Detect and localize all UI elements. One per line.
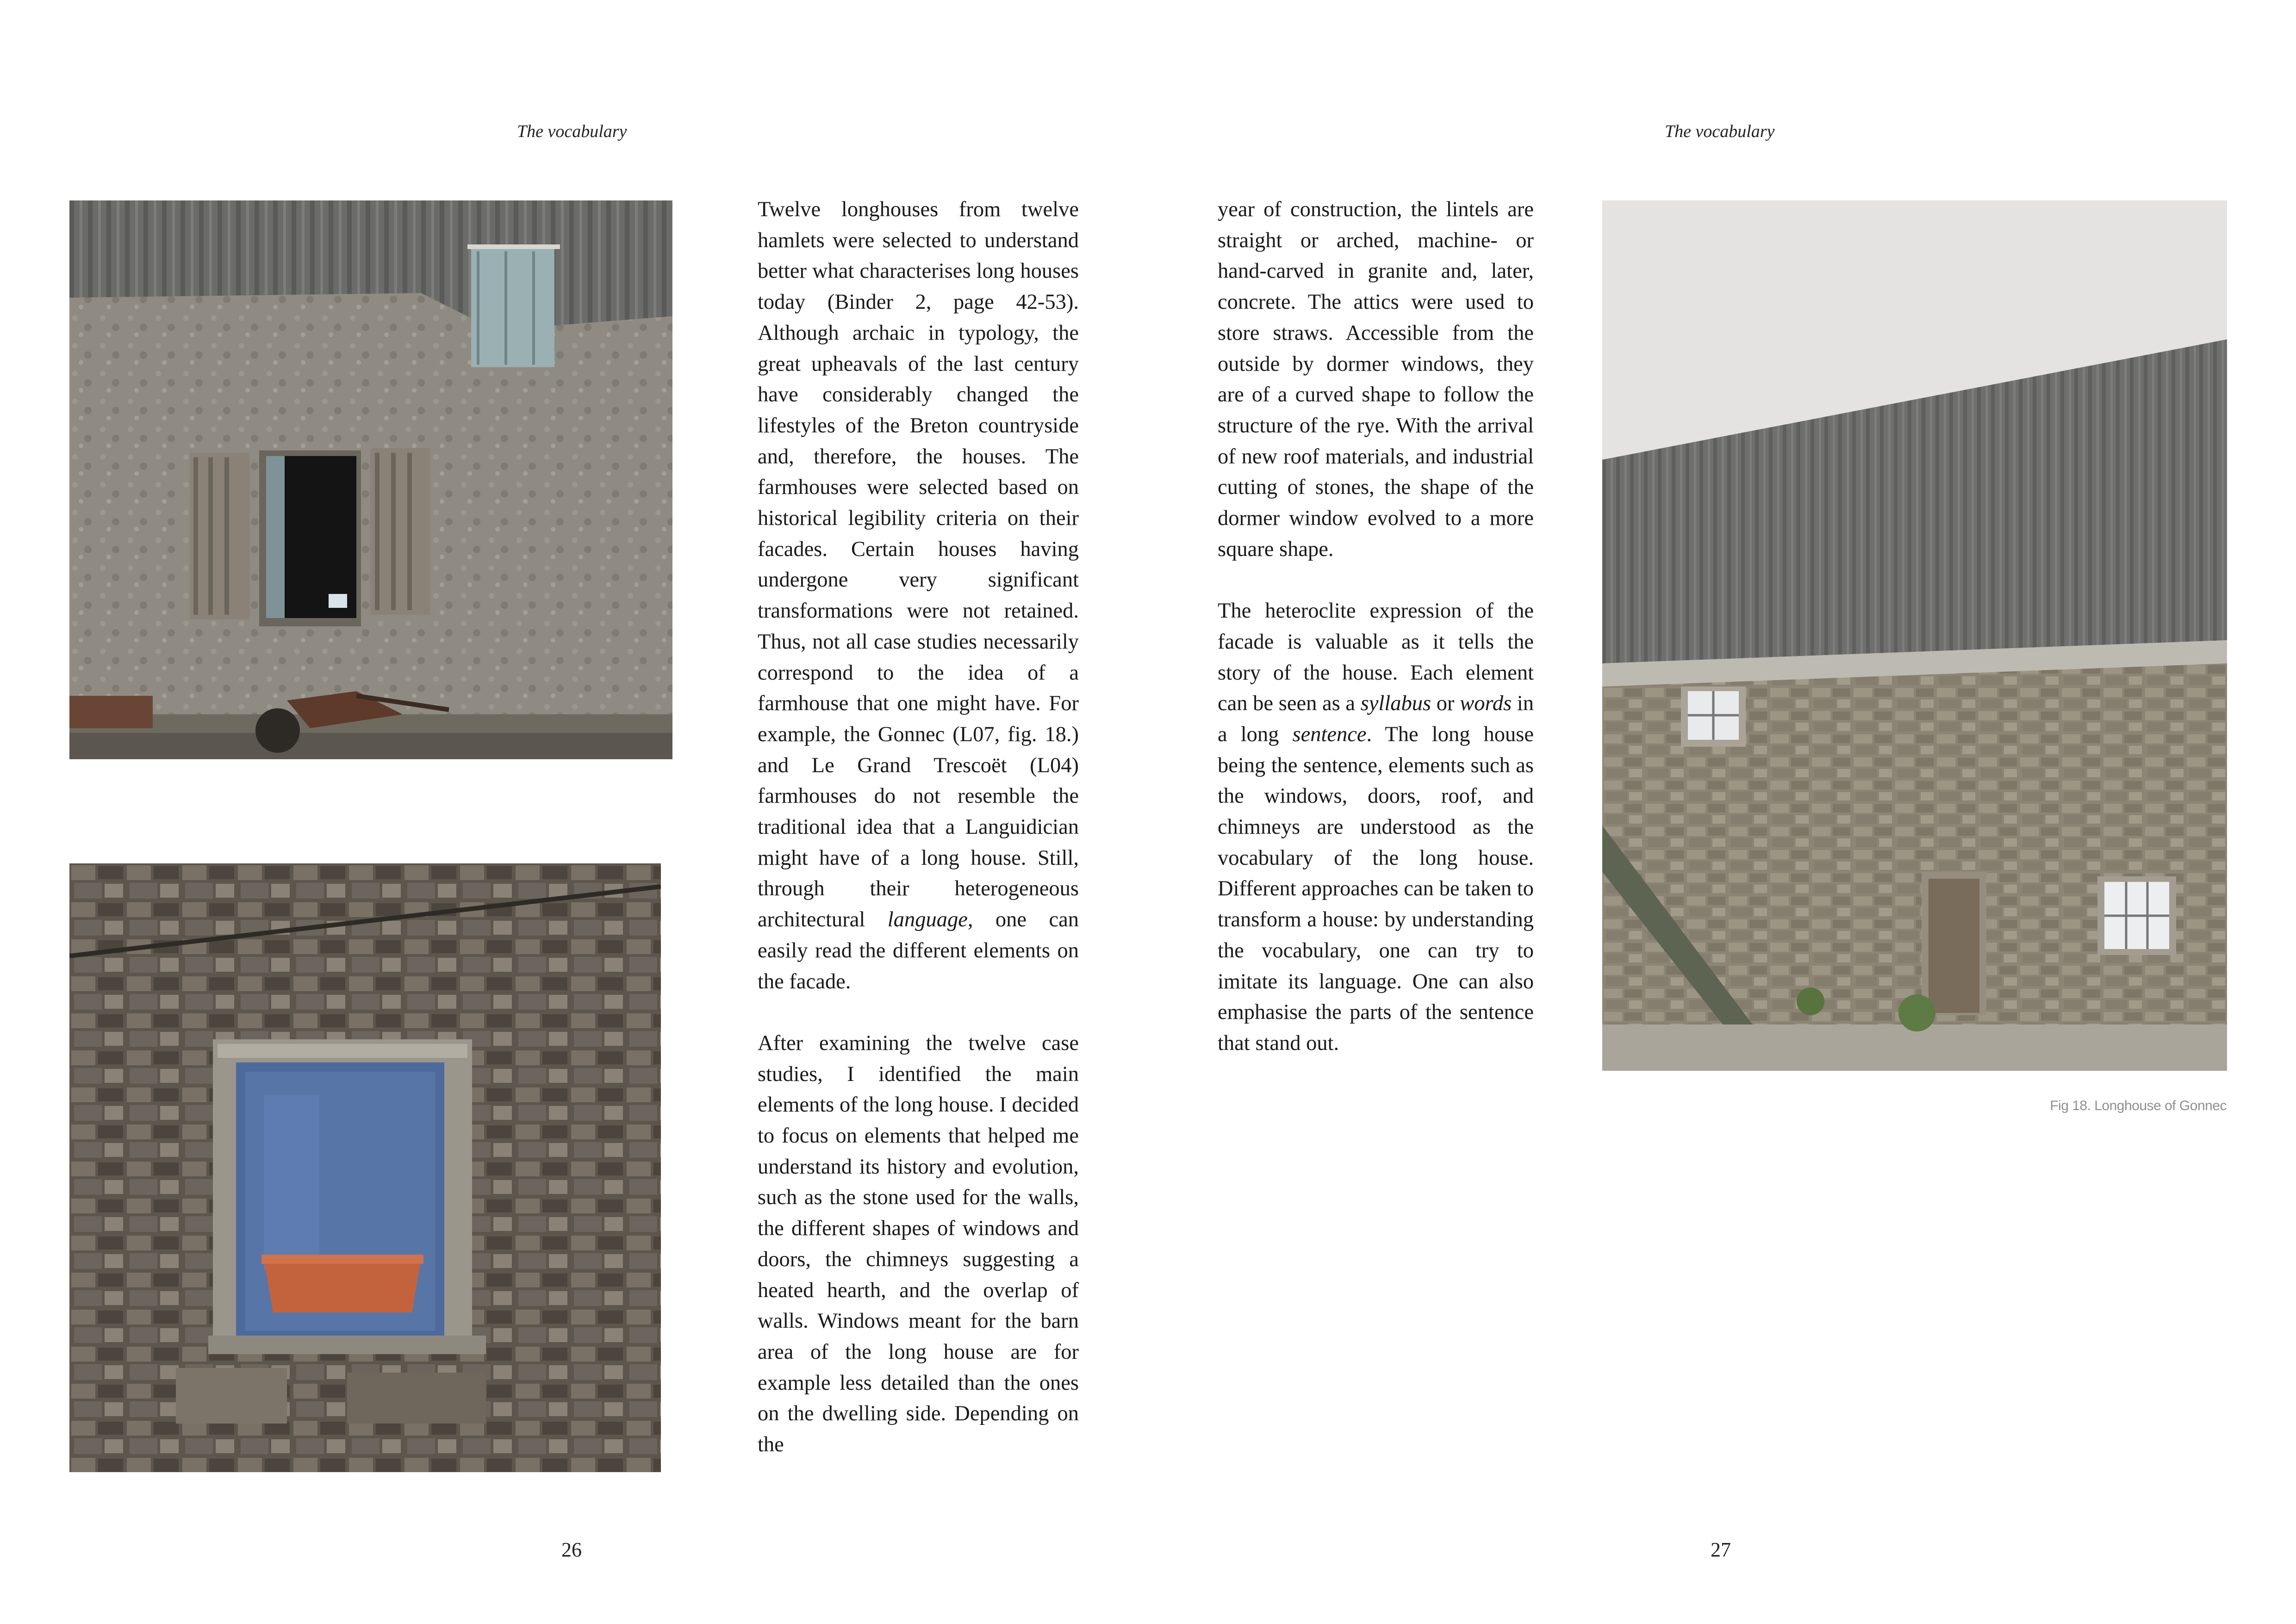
paragraph-3: year of construction, the lintels are straight or arched, machine- or hand-carved in granite and, later, concrete. The attics were used to store straws. Accessible from the outside by dormer windows, they are of a curved shape to follow the structure of the rye. With the arrival of new roof materials, and industrial cutting of stones, the shape of the dormer window evolved to a more square shape. [1218, 198, 1534, 561]
paragraph-1: Twelve longhouses from twelve hamlets were selected to understand better what characterises long houses today (Binder 2, page 42-53). Although archaic in typology, the great upheavals of the last century have considerably changed the lifestyles of the Breton countryside and, therefore, the houses. The farmhouses were selected based on historical legibility criteria on their facades. Certain houses having undergone very significant transformations were not retained. Thus, not all case studies necessarily correspond to the idea of a farmhouse that one might have. For example, the Gonnec (L07, fig. 18.) and Le Grand Trescoët (L04) farmhouses do not resemble the traditional idea that a Languidician might have of a long house. Still, through their heterogeneous architectural language, one can easily read the different elements on the facade. [758, 198, 1079, 993]
running-head-right: The vocabulary [1665, 122, 1775, 141]
paragraph-4: The heteroclite expression of the facade is valuable as it tells the story of the house. Each element can be seen as a syllabus or words in a long sentence. The long house being the sentence, elements such as the windows, doors, roof, and chimneys are understood as the vocabulary of the long house. Different approaches can be taken to transform a house: by understanding the vocabulary, one can try to imitate its language. One can also emphasise the parts of the sentence that stand out. [1218, 599, 1534, 1055]
longhouse-gonnec-photo [1602, 200, 2227, 1071]
farmhouse-window-photo [69, 200, 672, 759]
running-head-left: The vocabulary [517, 122, 627, 141]
body-text-column-2 [1218, 194, 1534, 1090]
figure-caption: Fig 18. Longhouse of Gonnec [2050, 1098, 2227, 1113]
page-number-right: 27 [1711, 1538, 1731, 1561]
page-number-left: 26 [561, 1538, 582, 1561]
paragraph-2: After examining the twelve case studies, I identified the main elements of the long house. I decided to focus on elements that helped me understand its history and evolution, such as the stone used for the walls, the different shapes of windows and doors, the chimneys suggesting a heated hearth, and the overlap of walls. Windows meant for the barn area of the long house are for example less detailed than the ones on the dwelling side. Depending on the [758, 1031, 1079, 1457]
blue-window-stone-wall-photo [69, 863, 661, 1472]
body-text-column-1 [758, 194, 1079, 1492]
